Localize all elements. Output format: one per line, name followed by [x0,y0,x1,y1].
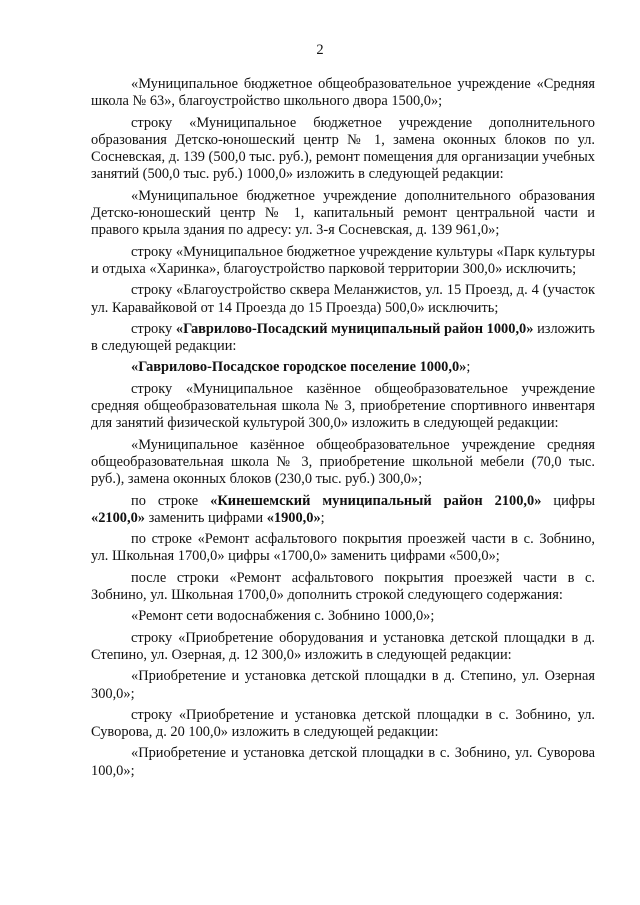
text-run: по строке [131,492,211,509]
text-run: «Ремонт сети водоснабжения с. Зобнино 1000,0»; [131,608,435,625]
paragraph [91,630,595,665]
paragraph [91,244,595,279]
paragraph [91,437,595,489]
page-number: 2 [316,42,324,58]
text-run: ; [466,359,471,376]
paragraph [91,668,595,703]
text-run: «Приобретение и установка детской площадки в д. Степино, ул. Озерная 300,0»; [91,668,595,702]
text-run: «Приобретение и установка детской площадки в с. Зобнино, ул. Суворова 100,0»; [91,745,595,779]
text-run: строку «Приобретение оборудования и установка детской площадки в д. Степино, ул. Озерная, д. 12 300,0» изложить в следующей редакции: [91,629,595,663]
paragraph [91,381,595,433]
paragraph [91,531,595,566]
text-run: цифры [541,492,595,509]
text-run: строку «Приобретение и установка детской площадки в с. Зобнино, ул. Суворова, д. 20 100,0» изложить в следующей редакции: [91,706,595,741]
paragraph [91,321,595,356]
paragraph [91,76,595,111]
document-body [91,76,595,784]
text-run: строку «Муниципальное казённое общеобразовательное учреждение средняя общеобразовательная школа № 3, приобретение спортивного инвентаря для занятий физической культурой 300,0» изложить в следующей редакции: [91,380,595,432]
text-run: строку «Благоустройство сквера Меланжистов, ул. 15 Проезд, д. 4 (участок ул. Каравайковой от 14 Проезда до 15 Проезда) 500,0» исключить; [91,282,595,316]
text-run: строку [131,320,176,337]
bold-text-run: «2100,0» [91,509,145,526]
text-run: «Муниципальное бюджетное общеобразовательное учреждение «Средняя школа № 63», благоустройство школьного двора 1500,0»; [91,76,595,110]
paragraph [91,282,595,317]
paragraph [91,745,595,780]
text-run: ; [320,509,325,526]
text-run: «Муниципальное казённое общеобразовательное учреждение средняя общеобразовательная школа № 3, приобретение школьной мебели (70,0 тыс. руб.), замена оконных блоков (230,0 тыс. руб.) 300,0»; [91,436,595,488]
bold-text-run: «Гаврилово-Посадский муниципальный район 1000,0» [175,320,534,337]
paragraph [91,188,595,240]
paragraph [91,707,595,742]
text-run: по строке «Ремонт асфальтового покрытия проезжей части в с. Зобнино, ул. Школьная 1700,0» цифры «1700,0» заменить цифрами «500,0»; [91,531,595,565]
text-run: изложить в следующей редакции: [91,320,595,355]
bold-text-run: «Гаврилово-Посадское городское поселение 1000,0» [131,359,467,376]
paragraph [91,493,595,528]
bold-text-run: «Кинешемский муниципальный район 2100,0» [210,492,542,509]
paragraph [91,115,595,184]
text-run: строку «Муниципальное бюджетное учреждение дополнительного образования Детско-юношеский центр № 1, замена оконных блоков по ул. Сосневская, д. 139 (500,0 тыс. руб.), ремонт помещения для организации учебных занятий (500,0 тыс. руб.) 1000,0» изложить в следующей редакции: [91,114,595,183]
text-run: после строки «Ремонт асфальтового покрытия проезжей части в с. Зобнино, ул. Школьная 1700,0» дополнить строкой следующего содержания: [91,569,595,604]
bold-text-run: «1900,0» [266,509,321,526]
text-run: «Муниципальное бюджетное учреждение дополнительного образования Детско-юношеский центр № 1, капитальный ремонт центральной части и правого крыла здания по адресу: ул. 3-я Сосневская, д. 139 961,0»; [91,187,595,239]
text-run: строку «Муниципальное бюджетное учреждение культуры «Парк культуры и отдыха «Харинка», благоустройство парковой территории 300,0» исключить; [91,243,595,277]
paragraph [91,570,595,605]
paragraph [91,359,595,376]
text-run: заменить цифрами [144,509,267,526]
paragraph [91,608,595,625]
